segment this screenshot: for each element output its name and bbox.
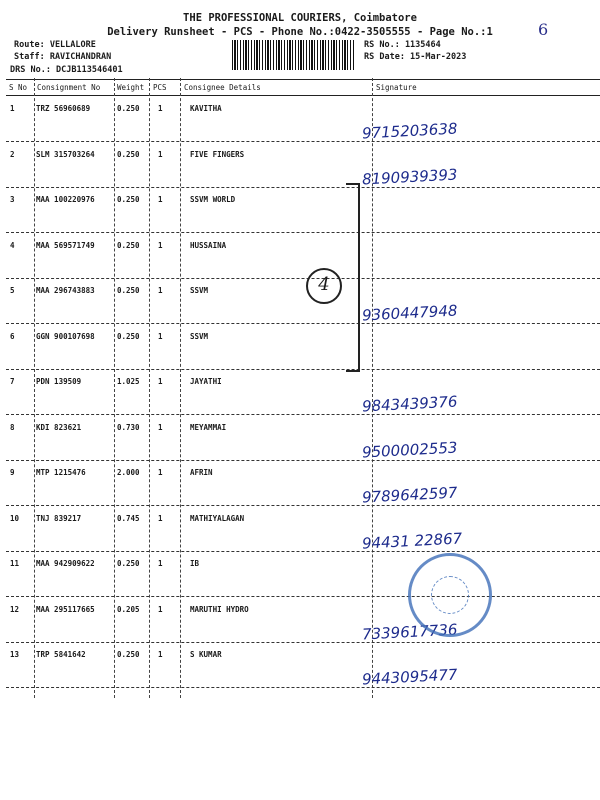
row-sno: 8 bbox=[10, 422, 15, 432]
row-weight: 0.205 bbox=[117, 604, 140, 614]
row-weight: 2.000 bbox=[117, 468, 140, 477]
row-sno: 13 bbox=[10, 650, 20, 659]
col-pcs: PCS bbox=[153, 83, 167, 92]
row-signature: 9500002553 bbox=[361, 438, 458, 461]
delivery-stamp bbox=[408, 553, 492, 637]
col-divider bbox=[180, 78, 181, 698]
row-divider bbox=[6, 414, 600, 415]
route-label: Route: VELLALORE bbox=[14, 40, 96, 50]
row-pcs: 1 bbox=[158, 513, 163, 523]
row-signature: 7339617736 bbox=[361, 620, 458, 643]
row-divider bbox=[6, 687, 600, 688]
row-consignee: SSVM WORLD bbox=[190, 195, 236, 204]
row-divider bbox=[6, 141, 600, 142]
row-consignment-no: MAA 942909622 bbox=[36, 559, 95, 568]
row-consignment-no: GGN 900107698 bbox=[36, 331, 95, 341]
row-divider bbox=[6, 505, 600, 506]
row-sno: 12 bbox=[10, 604, 20, 614]
row-signature: 9360447948 bbox=[361, 301, 458, 325]
row-consignment-no: KDI 823621 bbox=[36, 422, 82, 432]
row-weight: 0.250 bbox=[117, 650, 140, 659]
row-consignee: MARUTHI HYDRO bbox=[190, 604, 249, 614]
row-consignee: S KUMAR bbox=[190, 650, 222, 659]
row-consignee: SSVM bbox=[190, 286, 209, 295]
col-signature: Signature bbox=[376, 83, 417, 92]
row-consignee: JAYATHI bbox=[190, 377, 222, 386]
row-signature: 9443095477 bbox=[361, 665, 458, 689]
row-pcs: 1 bbox=[158, 331, 163, 341]
row-weight: 0.250 bbox=[117, 195, 140, 204]
runsheet-subtitle: Delivery Runsheet - PCS - Phone No.:0422-3505555 - Page No.:1 bbox=[107, 26, 493, 38]
row-divider bbox=[6, 369, 600, 370]
row-signature: 94431 22867 bbox=[361, 528, 463, 553]
row-consignment-no: TNJ 839217 bbox=[36, 513, 82, 523]
row-signature: 9789642597 bbox=[361, 483, 458, 507]
hand-drawn-bracket bbox=[346, 183, 360, 372]
col-consignee: Consignee Details bbox=[184, 83, 261, 92]
barcode bbox=[232, 40, 354, 70]
row-weight: 0.250 bbox=[117, 149, 140, 159]
row-weight: 1.025 bbox=[117, 377, 140, 386]
row-consignment-no: SLM 315703264 bbox=[36, 149, 95, 159]
row-consignment-no: MAA 295117665 bbox=[36, 604, 95, 614]
row-sno: 4 bbox=[10, 240, 15, 250]
row-consignment-no: PDN 139509 bbox=[36, 377, 82, 386]
row-weight: 0.745 bbox=[117, 513, 140, 523]
row-divider bbox=[6, 232, 600, 233]
row-consignee: HUSSAINA bbox=[190, 240, 227, 250]
row-consignee: IB bbox=[190, 559, 200, 568]
table-header-rule bbox=[6, 95, 600, 96]
row-divider bbox=[6, 642, 600, 643]
row-weight: 0.250 bbox=[117, 286, 140, 295]
row-signature: 9843439376 bbox=[361, 392, 458, 416]
row-pcs: 1 bbox=[158, 468, 163, 477]
row-divider bbox=[6, 187, 600, 188]
row-sno: 7 bbox=[10, 377, 15, 386]
row-weight: 0.250 bbox=[117, 559, 140, 568]
row-pcs: 1 bbox=[158, 286, 163, 295]
row-divider bbox=[6, 460, 600, 461]
col-weight: Weight bbox=[117, 83, 145, 92]
table-top-rule bbox=[6, 79, 600, 80]
row-sno: 11 bbox=[10, 559, 20, 568]
col-consignment: Consignment No bbox=[37, 83, 101, 92]
company-title: THE PROFESSIONAL COURIERS, Coimbatore bbox=[183, 12, 417, 24]
row-consignee: AFRIN bbox=[190, 468, 213, 477]
row-sno: 2 bbox=[10, 149, 15, 159]
row-pcs: 1 bbox=[158, 195, 163, 204]
row-consignment-no: MAA 569571749 bbox=[36, 240, 95, 250]
row-divider bbox=[6, 278, 600, 279]
col-divider bbox=[34, 78, 35, 698]
row-consignee: MEYAMMAI bbox=[190, 422, 227, 432]
row-sno: 9 bbox=[10, 468, 15, 477]
row-sno: 10 bbox=[10, 513, 20, 523]
row-divider bbox=[6, 323, 600, 324]
col-divider bbox=[149, 78, 150, 698]
row-divider bbox=[6, 596, 600, 597]
row-pcs: 1 bbox=[158, 377, 163, 386]
rs-number: RS No.: 1135464 bbox=[364, 40, 441, 50]
row-consignee: SSVM bbox=[190, 331, 209, 341]
row-signature: 9715203638 bbox=[361, 119, 458, 143]
row-consignee: FIVE FINGERS bbox=[190, 149, 245, 159]
rs-date: RS Date: 15-Mar-2023 bbox=[364, 52, 467, 62]
row-sno: 5 bbox=[10, 286, 15, 295]
row-weight: 0.250 bbox=[117, 240, 140, 250]
row-sno: 3 bbox=[10, 195, 15, 204]
row-pcs: 1 bbox=[158, 559, 163, 568]
row-pcs: 1 bbox=[158, 149, 163, 159]
row-divider bbox=[6, 551, 600, 552]
row-consignee: KAVITHA bbox=[190, 104, 222, 113]
row-pcs: 1 bbox=[158, 422, 163, 432]
row-weight: 0.250 bbox=[117, 104, 140, 113]
drs-number: DRS No.: DCJB113546401 bbox=[10, 65, 123, 75]
row-consignment-no: MAA 100220976 bbox=[36, 195, 95, 204]
row-weight: 0.730 bbox=[117, 422, 140, 432]
row-sno: 6 bbox=[10, 331, 15, 341]
row-pcs: 1 bbox=[158, 650, 163, 659]
row-weight: 0.250 bbox=[117, 331, 140, 341]
row-consignment-no: TRP 5841642 bbox=[36, 650, 86, 659]
row-consignee: MATHIYALAGAN bbox=[190, 513, 245, 523]
row-consignment-no: MTP 1215476 bbox=[36, 468, 86, 477]
row-pcs: 1 bbox=[158, 104, 163, 113]
col-divider bbox=[114, 78, 115, 698]
row-consignment-no: MAA 296743883 bbox=[36, 286, 95, 295]
row-sno: 1 bbox=[10, 104, 15, 113]
col-sno: S No bbox=[9, 83, 28, 92]
row-consignment-no: TRZ 56960689 bbox=[36, 104, 91, 113]
staff-label: Staff: RAVICHANDRAN bbox=[14, 52, 112, 62]
circled-count: 4 bbox=[306, 268, 342, 304]
row-pcs: 1 bbox=[158, 240, 163, 250]
handwritten-page-mark: 6 bbox=[538, 20, 549, 39]
row-pcs: 1 bbox=[158, 604, 163, 614]
row-signature: 8190939393 bbox=[361, 165, 458, 188]
